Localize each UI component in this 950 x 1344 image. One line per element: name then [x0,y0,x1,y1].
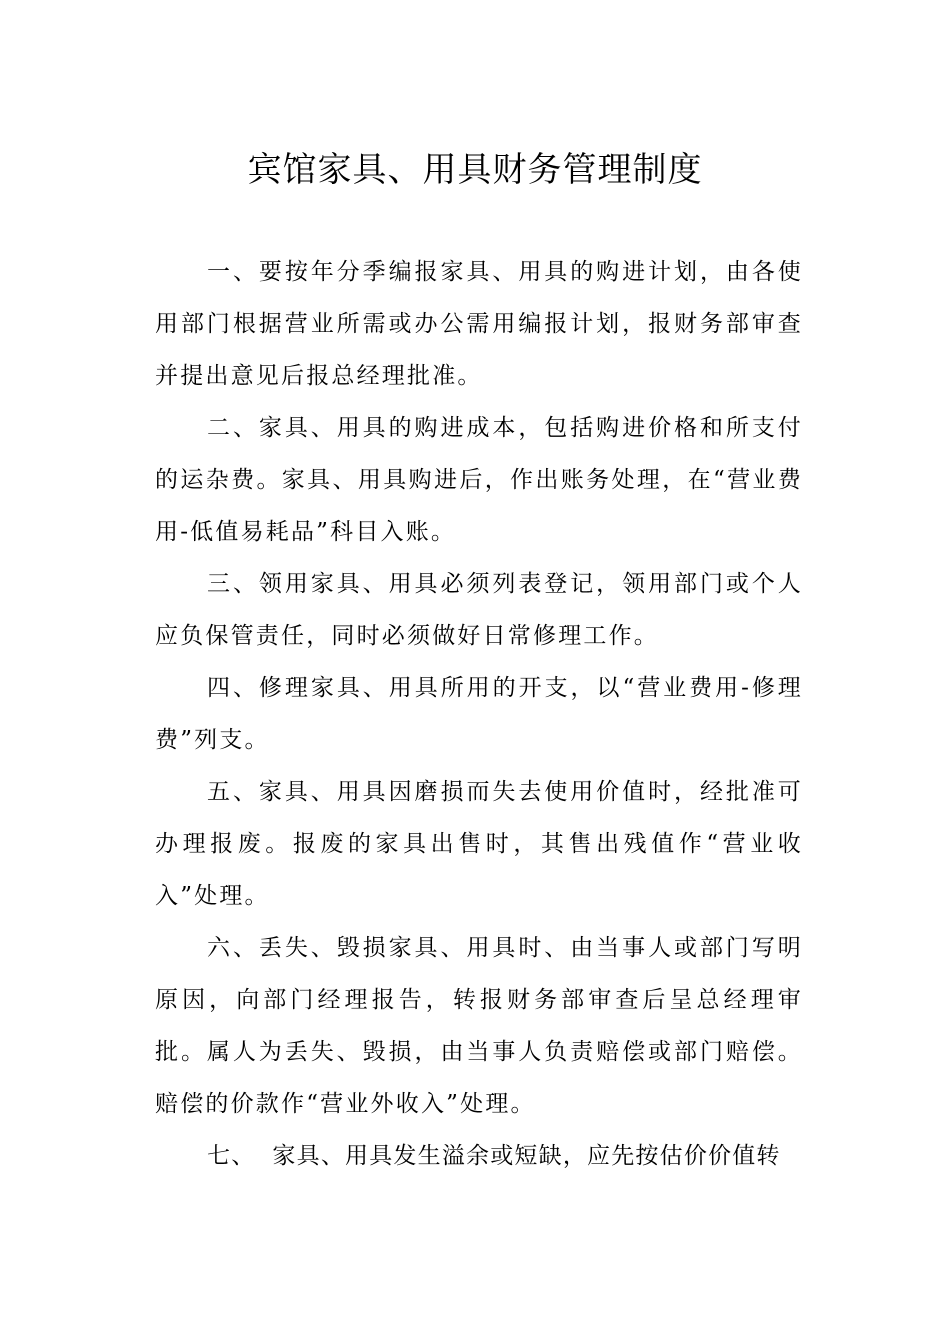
paragraph-2: 二、家具、用具的购进成本，包括购进价格和所支付的运杂费。家具、用具购进后，作出账务处理，在“营业费用-低值易耗品”科目入账。 [155,415,803,545]
paragraph-5: 五、家具、用具因磨损而失去使用价值时，经批准可办理报废。报废的家具出售时，其售出残值作“营业收入”处理。 [155,779,803,909]
document-title: 宾馆家具、用具财务管理制度 [247,150,703,190]
document-body [155,246,803,1182]
paragraph-4: 四、修理家具、用具所用的开支，以“营业费用-修理费”列支。 [155,675,803,753]
paragraph-3: 三、领用家具、用具必须列表登记，领用部门或个人应负保管责任，同时必须做好日常修理工作。 [155,571,803,649]
paragraph-1: 一、要按年分季编报家具、用具的购进计划，由各使用部门根据营业所需或办公需用编报计划，报财务部审查并提出意见后报总经理批准。 [155,259,803,389]
paragraph-6: 六、丢失、毁损家具、用具时、由当事人或部门写明原因，向部门经理报告，转报财务部审查后呈总经理审批。属人为丢失、毁损，由当事人负责赔偿或部门赔偿。赔偿的价款作“营业外收入”处理。 [155,935,803,1117]
paragraph-7: 七、 家具、用具发生溢余或短缺，应先按估价价值转 [207,1143,781,1169]
